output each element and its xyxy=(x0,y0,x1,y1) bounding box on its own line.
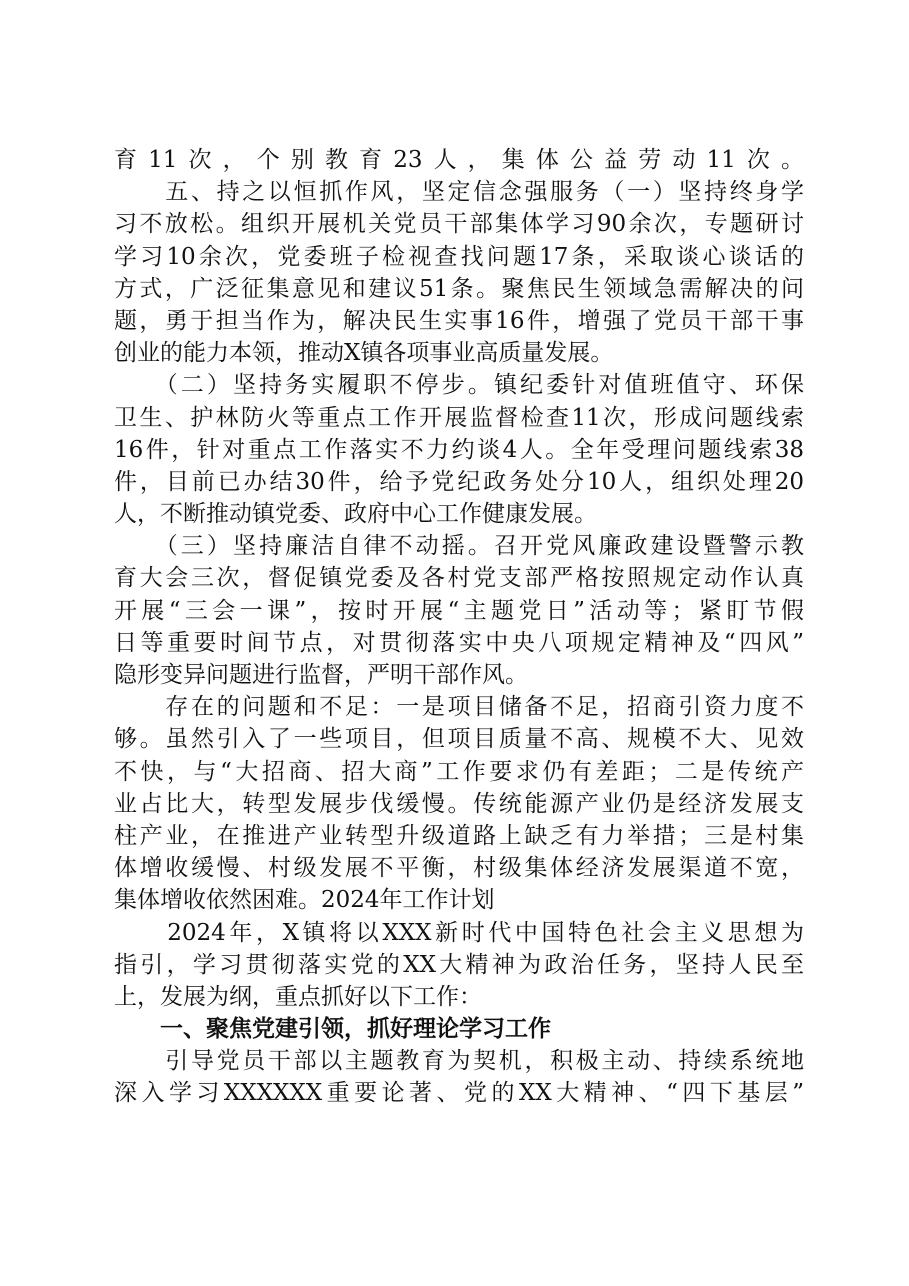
text-line: 习不放松。组织开展机关党员干部集体学习90余次，专题研讨 xyxy=(114,211,804,238)
text-line: 深入学习XXXXXX重要论著、党的XX大精神、“四下基层” xyxy=(114,1080,804,1107)
text-line: （三）坚持廉洁自律不动摇。召开党风廉政建设暨警示教 xyxy=(114,533,804,560)
text-line: 指引，学习贯彻落实党的XX大精神为政治任务，坚持人民至 xyxy=(114,951,804,978)
text-line: 上，发展为纲，重点抓好以下工作： xyxy=(114,983,482,1010)
text-line: 人，不断推动镇党委、政府中心工作健康发展。 xyxy=(114,501,597,528)
text-line: 育大会三次，督促镇党委及各村党支部严格按照规定动作认真 xyxy=(114,565,804,592)
text-line: 不快，与“大招商、招大商”工作要求仍有差距；二是传统产 xyxy=(114,758,804,785)
text-line: 育11次，个别教育23人，集体公益劳动11次。 xyxy=(114,147,804,173)
text-line: 引导党员干部以主题教育为契机，积极主动、持续系统地 xyxy=(114,1048,804,1075)
text-line: 卫生、护林防火等重点工作开展监督检查11次，形成问题线索 xyxy=(114,404,804,431)
text-line: 业占比大，转型发展步伐缓慢。传统能源产业仍是经济发展支 xyxy=(114,790,804,817)
text-line: （二）坚持务实履职不停步。镇纪委针对值班值守、环保 xyxy=(114,372,804,399)
section-heading: 一、聚焦党建引领，抓好理论学习工作 xyxy=(114,1016,551,1043)
text-line: 开展“三会一课”，按时开展“主题党日”活动等；紧盯节假 xyxy=(114,597,804,624)
text-line: 创业的能力本领，推动X镇各项事业高质量发展。 xyxy=(114,340,614,367)
text-line: 体增收缓慢、村级发展不平衡，村级集体经济发展渠道不宽， xyxy=(114,855,804,882)
text-line: 件，目前已办结30件，给予党纪政务处分10人，组织处理20 xyxy=(114,468,804,495)
text-line: 2024年，X镇将以XXX新时代中国特色社会主义思想为 xyxy=(114,919,804,946)
text-line: 够。虽然引入了一些项目，但项目质量不高、规模不大、见效 xyxy=(114,726,804,753)
text-line: 学习10余次，党委班子检视查找问题17条，采取谈心谈话的 xyxy=(114,243,804,270)
text-line: 五、持之以恒抓作风，坚定信念强服务（一）坚持终身学 xyxy=(114,179,804,206)
text-line: 日等重要时间节点，对贯彻落实中央八项规定精神及“四风” xyxy=(114,629,804,656)
text-line: 集体增收依然困难。2024年工作计划 xyxy=(114,887,495,914)
text-line: 存在的问题和不足：一是项目储备不足，招商引资力度不 xyxy=(114,694,804,721)
text-line: 16件，针对重点工作落实不力约谈4人。全年受理问题线索38 xyxy=(114,436,804,463)
text-line: 方式，广泛征集意见和建议51条。聚焦民生领域急需解决的问 xyxy=(114,275,804,302)
document-body-text xyxy=(114,144,804,1110)
text-line: 隐形变异问题进行监督，严明干部作风。 xyxy=(114,662,528,688)
text-line: 题，勇于担当作为，解决民生实事16件，增强了党员干部干事 xyxy=(114,307,804,334)
text-line: 柱产业，在推进产业转型升级道路上缺乏有力举措；三是村集 xyxy=(114,822,804,849)
